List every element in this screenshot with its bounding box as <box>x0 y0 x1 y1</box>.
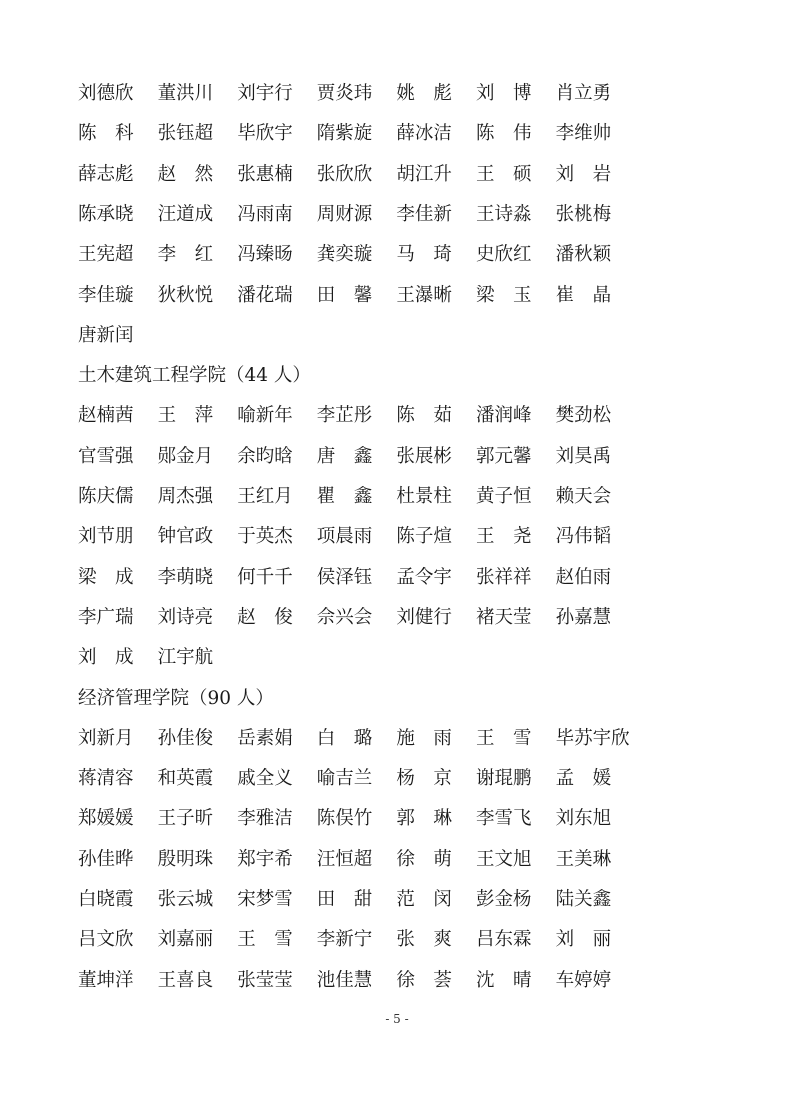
person-name: 陈 科 <box>78 123 134 145</box>
continued-list-row <box>78 155 635 195</box>
person-name: 赵 俊 <box>237 606 293 628</box>
person-name: 刘德欣 <box>78 83 134 104</box>
person-name: 杜景柱 <box>396 486 452 507</box>
person-name: 隋紫旋 <box>316 123 373 145</box>
person-name: 李萌晓 <box>157 566 214 588</box>
person-name: 喻吉兰 <box>316 768 373 790</box>
economics-management-list-row <box>78 920 635 960</box>
person-name: 潘润峰 <box>475 405 532 427</box>
person-name: 梁 玉 <box>475 284 532 306</box>
person-name: 孙佳晔 <box>78 848 134 870</box>
economics-management-list-row <box>78 799 635 839</box>
person-name: 车婷婷 <box>555 969 612 991</box>
continued-list-row <box>78 195 635 235</box>
person-name: 陈庆儒 <box>78 486 134 507</box>
person-name: 樊劲松 <box>555 405 612 427</box>
person-name: 王 雪 <box>475 727 532 749</box>
continued-list-row <box>78 114 635 154</box>
section-heading-economics-management: 经济管理学院（90 人） <box>78 687 274 709</box>
person-name: 余昀晗 <box>237 445 293 467</box>
person-name: 孙嘉慧 <box>555 606 612 628</box>
person-name: 李维帅 <box>555 123 612 145</box>
person-name: 张 爽 <box>396 929 452 951</box>
person-name: 蒋清容 <box>78 768 134 790</box>
person-name: 毕苏宇欣 <box>555 727 630 749</box>
person-name: 李雪飞 <box>475 808 532 830</box>
continued-list-row <box>78 316 158 356</box>
person-name: 戚全义 <box>237 768 293 790</box>
person-name: 梁 成 <box>78 566 134 588</box>
person-name: 刘 成 <box>78 647 134 669</box>
person-name: 张展彬 <box>396 445 452 467</box>
person-name: 徐 萌 <box>396 848 452 870</box>
person-name: 褚天莹 <box>475 606 532 628</box>
person-name: 刘宇行 <box>237 83 293 104</box>
person-name: 喻新年 <box>237 405 293 427</box>
person-name: 孟令宇 <box>396 566 452 588</box>
person-name: 汪道成 <box>157 203 214 225</box>
person-name: 冯雨南 <box>237 203 293 225</box>
person-name: 官雪强 <box>78 445 134 467</box>
person-name: 李新宁 <box>316 929 373 951</box>
person-name: 郑媛媛 <box>78 808 134 830</box>
person-name: 唐 鑫 <box>316 445 373 467</box>
economics-management-list-row <box>78 759 635 799</box>
person-name: 王喜良 <box>157 969 214 991</box>
person-name: 田 馨 <box>316 284 373 306</box>
person-name: 项晨雨 <box>316 526 373 548</box>
person-name: 刘东旭 <box>555 808 612 830</box>
economics-management-list-row <box>78 840 635 880</box>
person-name: 郧金月 <box>157 445 214 467</box>
person-name: 李佳璇 <box>78 284 134 306</box>
person-name: 冯伟韬 <box>555 526 612 548</box>
person-name: 王 雪 <box>237 929 293 951</box>
person-name: 姚 彪 <box>396 83 452 104</box>
person-name: 孟 媛 <box>555 768 612 790</box>
person-name: 肖立勇 <box>555 83 612 104</box>
person-name: 刘节朋 <box>78 526 134 548</box>
civil-engineering-list-row <box>78 477 635 517</box>
person-name: 沈 晴 <box>475 969 532 991</box>
person-name: 张云城 <box>157 889 214 910</box>
person-name: 宋梦雪 <box>237 889 293 910</box>
person-name: 赖天会 <box>555 486 612 507</box>
person-name: 黄子恒 <box>475 486 532 507</box>
person-name: 郑宇希 <box>237 848 293 870</box>
person-name: 田 甜 <box>316 889 373 910</box>
person-name: 吕东霖 <box>475 929 532 951</box>
person-name: 崔 晶 <box>555 284 612 306</box>
person-name: 杨 京 <box>396 768 452 790</box>
person-name: 龚奕璇 <box>316 244 373 266</box>
person-name: 吕文欣 <box>78 929 134 951</box>
person-name: 王子昕 <box>157 808 214 830</box>
person-name: 瞿 鑫 <box>316 486 373 507</box>
person-name: 佘兴会 <box>316 606 373 628</box>
person-name: 毕欣宇 <box>237 123 293 145</box>
person-name: 何千千 <box>237 566 293 588</box>
person-name: 陈承晓 <box>78 203 134 225</box>
person-name: 陈俣竹 <box>316 808 373 830</box>
person-name: 刘 丽 <box>555 929 612 951</box>
person-name: 谢琨鹏 <box>475 768 532 790</box>
person-name: 李芷彤 <box>316 405 373 427</box>
person-name: 李佳新 <box>396 203 452 225</box>
person-name: 郭元馨 <box>475 445 532 467</box>
person-name: 张祥祥 <box>475 566 532 588</box>
person-name: 冯臻旸 <box>237 244 293 266</box>
person-name: 汪恒超 <box>316 848 373 870</box>
economics-management-list-row <box>78 880 635 920</box>
person-name: 王 尧 <box>475 526 532 548</box>
person-name: 赵楠茜 <box>78 405 134 427</box>
person-name: 范 闵 <box>396 889 452 910</box>
person-name: 胡江升 <box>396 163 452 185</box>
person-name: 王瀑晰 <box>396 284 452 306</box>
person-name: 潘花瑞 <box>237 284 293 306</box>
person-name: 钟官政 <box>157 526 214 548</box>
person-name: 潘秋颖 <box>555 244 612 266</box>
civil-engineering-list-row <box>78 558 635 598</box>
person-name: 王文旭 <box>475 848 532 870</box>
person-name: 陈 茹 <box>396 405 452 427</box>
person-name: 薛志彪 <box>78 163 134 185</box>
person-name: 刘 博 <box>475 83 532 104</box>
person-name: 陈子煊 <box>396 526 452 548</box>
person-name: 张莹莹 <box>237 969 293 991</box>
person-name: 孙佳俊 <box>157 727 214 749</box>
economics-management-list-row <box>78 719 635 759</box>
person-name: 江宇航 <box>157 647 214 669</box>
person-name: 周财源 <box>316 203 373 225</box>
person-name: 岳素娟 <box>237 727 293 749</box>
person-name: 史欣红 <box>475 244 532 266</box>
person-name: 狄秋悦 <box>157 284 214 306</box>
person-name: 赵 然 <box>157 163 214 185</box>
person-name: 张桃梅 <box>555 203 612 225</box>
person-name: 陈 伟 <box>475 123 532 145</box>
person-name: 王红月 <box>237 486 293 507</box>
person-name: 侯泽钰 <box>316 566 373 588</box>
person-name: 施 雨 <box>396 727 452 749</box>
person-name: 赵伯雨 <box>555 566 612 588</box>
person-name: 张惠楠 <box>237 163 293 185</box>
person-name: 张欣欣 <box>316 163 373 185</box>
person-name: 郭 琳 <box>396 808 452 830</box>
civil-engineering-list-row <box>78 396 635 436</box>
person-name: 张钰超 <box>157 123 214 145</box>
person-name: 刘诗亮 <box>157 606 214 628</box>
economics-management-list-row <box>78 961 635 1001</box>
continued-list-row <box>78 235 635 275</box>
person-name: 于英杰 <box>237 526 293 548</box>
continued-list-row <box>78 74 635 114</box>
person-name: 薛冰洁 <box>396 123 452 145</box>
person-name: 白晓霞 <box>78 889 134 910</box>
person-name: 董洪川 <box>157 83 214 104</box>
person-name: 李 红 <box>157 244 214 266</box>
person-name: 陆关鑫 <box>555 889 612 910</box>
person-name: 周杰强 <box>157 486 214 507</box>
person-name: 王美琳 <box>555 848 612 870</box>
person-name: 彭金杨 <box>475 889 532 910</box>
section-heading-civil-engineering: 土木建筑工程学院（44 人） <box>78 365 311 387</box>
page-number: - 5 - <box>385 1012 409 1026</box>
person-name: 刘嘉丽 <box>157 929 214 951</box>
person-name: 殷明珠 <box>157 848 214 870</box>
person-name: 王诗淼 <box>475 203 532 225</box>
person-name: 董坤洋 <box>78 969 134 991</box>
person-name: 刘新月 <box>78 727 134 749</box>
person-name: 李雅洁 <box>237 808 293 830</box>
person-name: 唐新闰 <box>78 324 134 346</box>
person-name: 池佳慧 <box>316 969 373 991</box>
person-name: 刘 岩 <box>555 163 612 185</box>
person-name: 刘昊禹 <box>555 445 612 467</box>
person-name: 王宪超 <box>78 244 134 266</box>
person-name: 贾炎玮 <box>316 83 373 104</box>
continued-list-row <box>78 276 635 316</box>
person-name: 王 硕 <box>475 163 532 185</box>
person-name: 马 琦 <box>396 244 452 266</box>
civil-engineering-list-row <box>78 517 635 557</box>
civil-engineering-list-row <box>78 437 635 477</box>
person-name: 王 萍 <box>157 405 214 427</box>
person-name: 和英霞 <box>157 768 214 790</box>
person-name: 李广瑞 <box>78 606 134 628</box>
person-name: 白 璐 <box>316 727 373 749</box>
civil-engineering-list-row <box>78 598 635 638</box>
person-name: 徐 荟 <box>396 969 452 991</box>
civil-engineering-list-row <box>78 638 237 678</box>
person-name: 刘健行 <box>396 606 452 628</box>
